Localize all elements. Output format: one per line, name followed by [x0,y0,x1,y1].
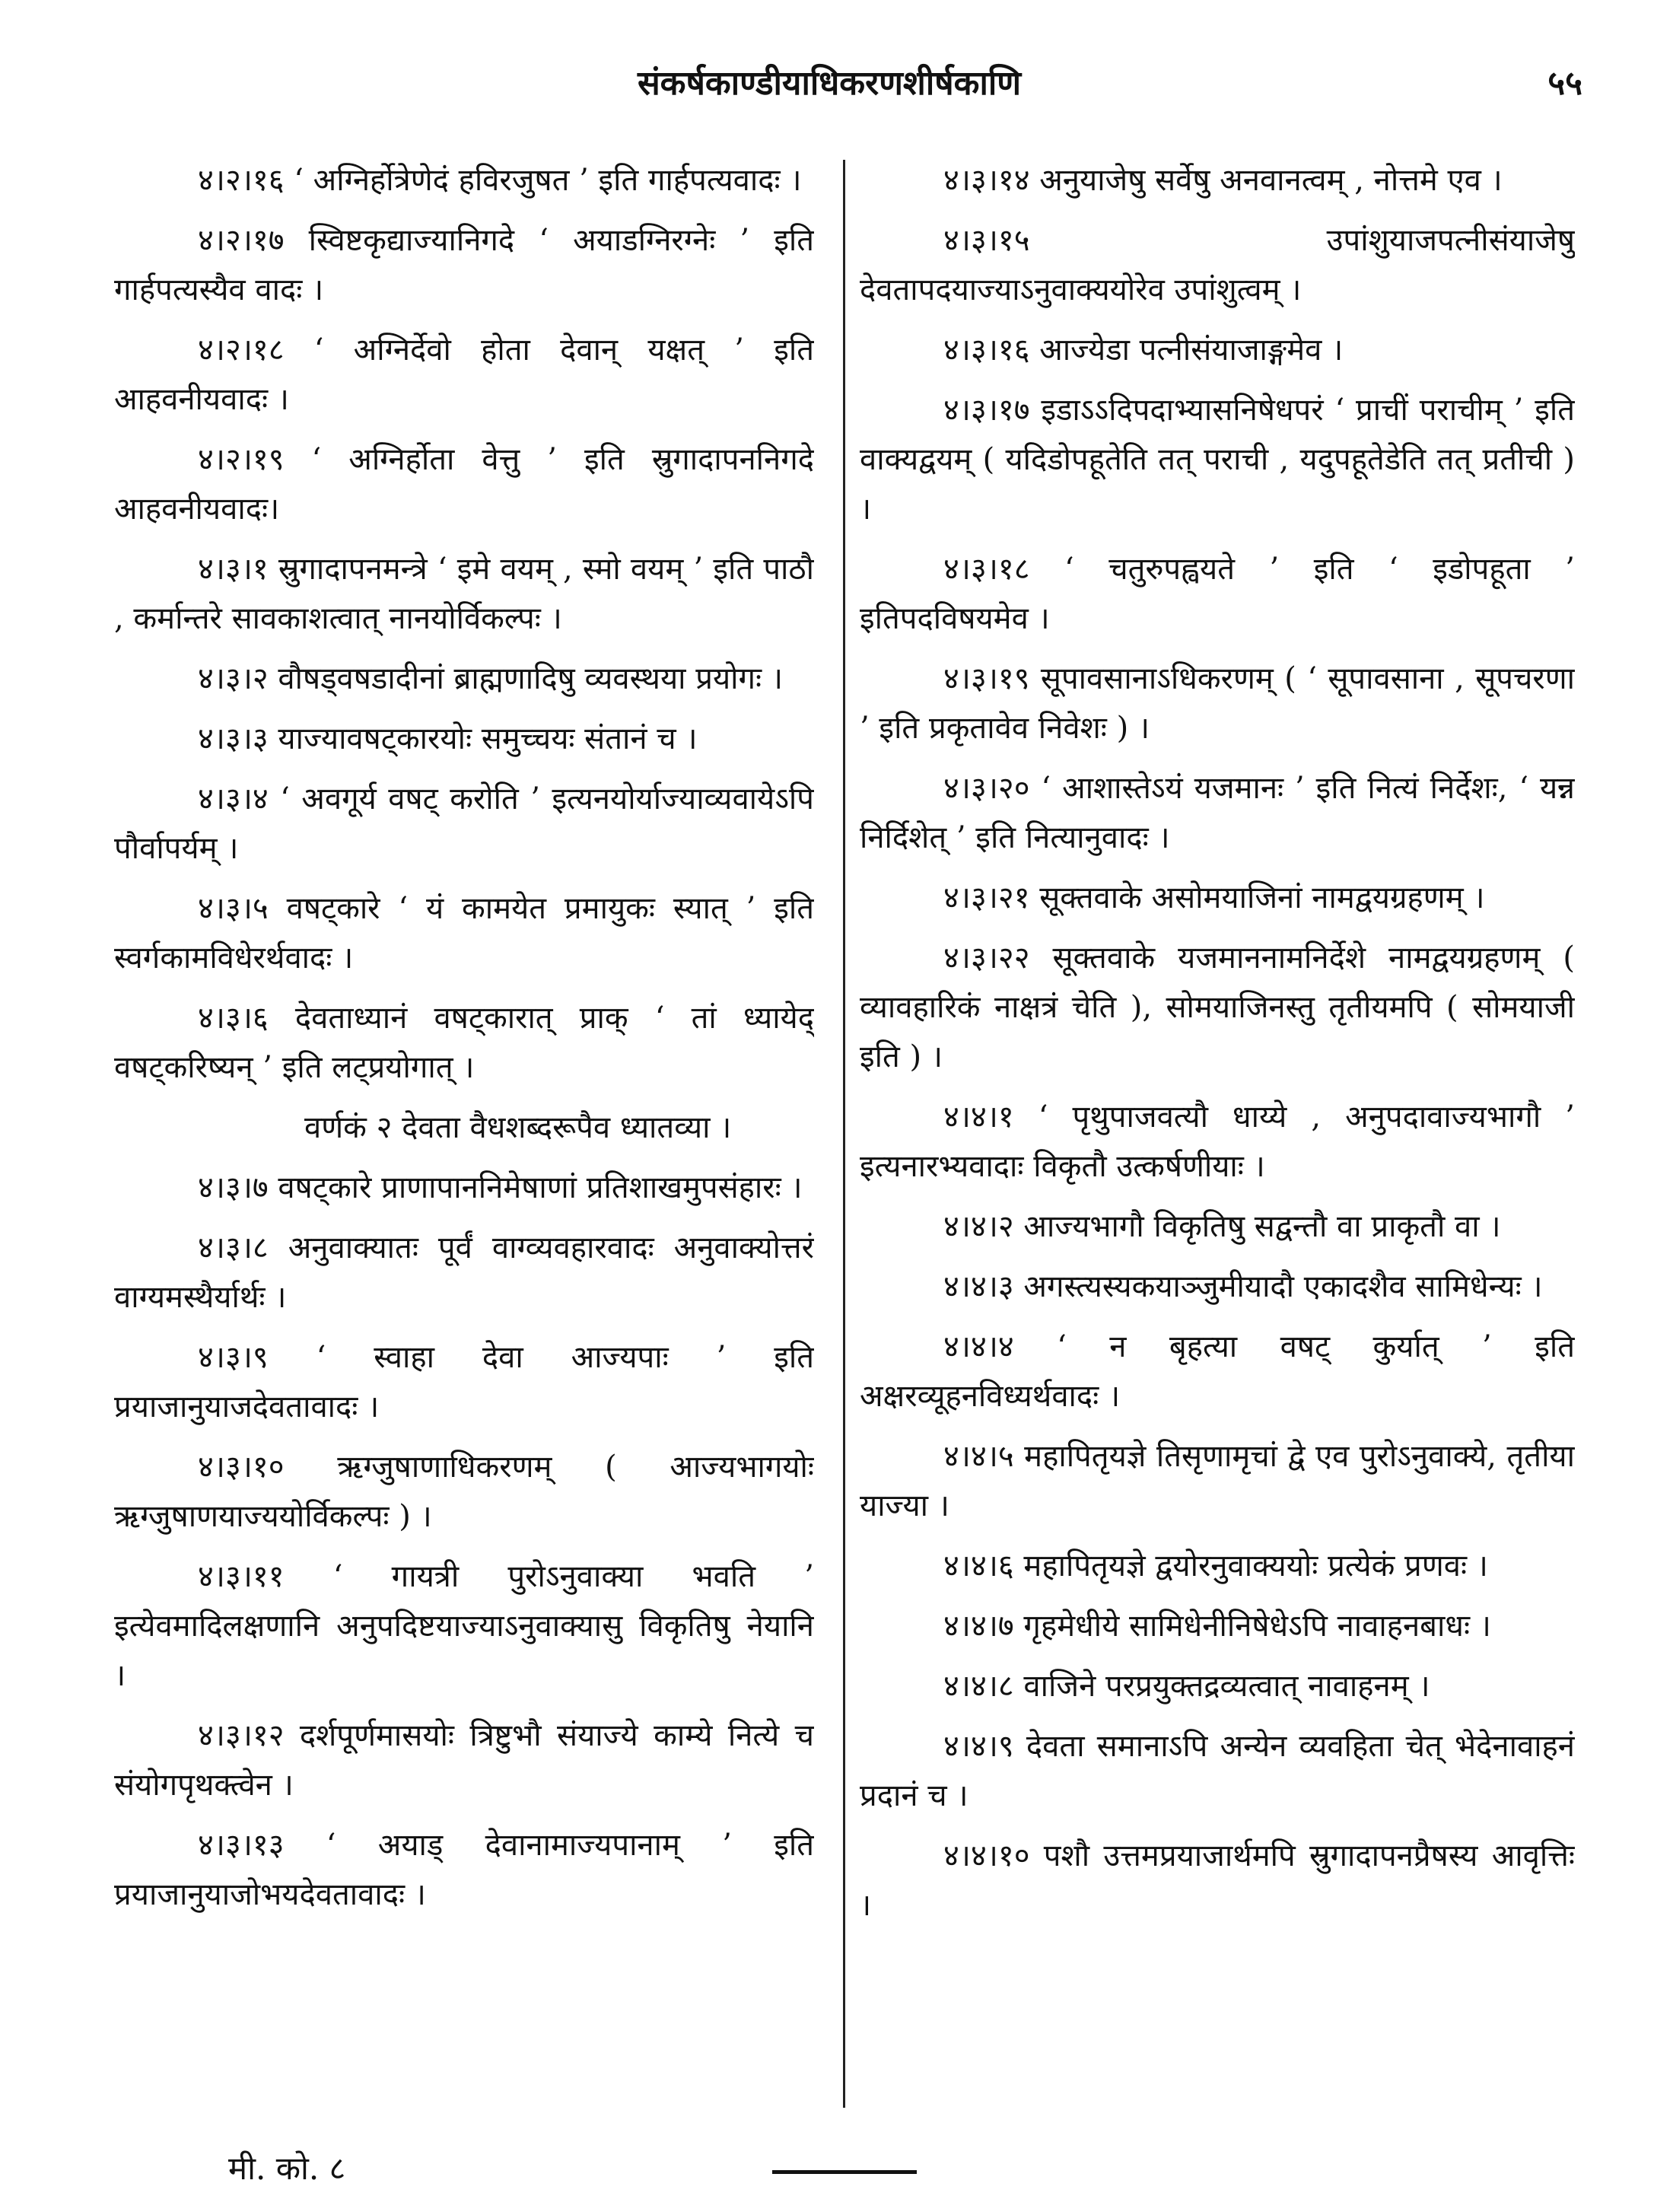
entry: ४।३।२ वौषड्वषडादीनां ब्राह्मणादिषु व्यवस्थया प्रयोगः । [198,661,784,696]
page-header [0,61,1673,122]
entry: ४।२।१९ ‘ अग्निर्होता वेत्तु ’ इति स्रुगादापननिगदे आहवनीयवादः। [114,442,814,527]
entry: ४।३।६ देवताध्यानं वषट्कारात् प्राक् ‘ तां ध्यायेद् वषट्करिष्यन् ’ इति लट्प्रयोगात् । [114,1001,814,1085]
entry: ४।४।६ महापितृयज्ञे द्वयोरनुवाक्ययोः प्रत्येकं प्रणवः । [943,1548,1488,1583]
entry: ४।३।५ वषट्कारे ‘ यं कामयेत प्रमायुकः स्यात् ’ इति स्वर्गकामविधेरर्थवादः । [114,891,814,976]
entry: ४।४।२ आज्यभागौ विकृतिषु सद्वन्तौ वा प्राकृतौ वा । [943,1209,1501,1244]
entry: ४।४।९ देवता समानाऽपि अन्येन व्यवहिता चेत् भेदेनावाहनं प्रदानं च । [860,1729,1575,1813]
entry: ४।३।११ ‘ गायत्री पुरोऽनुवाक्या भवति ’ इत्येवमादिलक्षणानि अनुपदिष्टयाज्याऽनुवाक्यासु विकृतिषु नेयानि । [114,1559,814,1693]
footer-signature: मी. को. ८ [228,2150,346,2187]
entry: ४।३।१० ऋग्जुषाणाधिकरणम् ( आज्यभागयोः ऋग्जुषाणयाज्ययोर्विकल्पः ) । [114,1450,814,1534]
entry: ४।३।२१ सूक्तवाके असोमयाजिनां नामद्वयग्रहणम् । [943,880,1485,915]
running-title: संकर्षकाण्डीयाधिकरणशीर्षकाणि [637,64,1022,103]
entry: ४।३।१६ आज्येडा पत्नीसंयाजाङ्गमेव । [943,333,1344,368]
entry: ४।३।१३ ‘ अयाड् देवानामाज्यपानाम् ’ इति प्रयाजानुयाजोभयदेवतावादः । [114,1828,814,1912]
entry: ४।३।१२ दर्शपूर्णमासयोः त्रिष्टुभौ संयाज्ये काम्ये नित्ये च संयोगपृथक्त्वेन । [114,1718,814,1803]
entry: ४।३।१९ सूपावसानाऽधिकरणम् ( ‘ सूपावसाना , सूपचरणा ’ इति प्रकृतावेव निवेशः ) । [860,661,1575,746]
page-number: ५५ [1547,64,1582,103]
entry: ४।४।३ अगस्त्यस्यकयाञ्जुमीयादौ एकादशैव सामिधेन्यः । [943,1269,1543,1304]
entry: ४।४।८ वाजिने परप्रयुक्तद्रव्यत्वात् नावाहनम् । [943,1669,1430,1704]
entry: ४।२।१८ ‘ अग्निर्देवो होता देवान् यक्षत् ’ इति आहवनीयवादः । [114,333,814,417]
entry: ४।३।२० ‘ आशास्तेऽयं यजमानः ’ इति नित्यं निर्देशः, ‘ यन्न निर्दिशेत् ’ इति नित्यानुवादः । [860,771,1575,855]
left-column [114,156,814,2104]
entry: ४।४।७ गृहमेधीये सामिधेनीनिषेधेऽपि नावाहनबाधः । [943,1609,1491,1644]
entry: ४।३।३ याज्यावषट्कारयोः समुच्चयः संतानं च । [198,721,698,756]
footer-rule [772,2170,917,2174]
entry: ४।२।१६ ‘ अग्निर्होत्रेणेदं हविरजुषत ’ इति गार्हपत्यवादः । [198,163,802,198]
entry: ४।४।१ ‘ पृथुपाजवत्यौ धाय्ये , अनुपदावाज्यभागौ ’ इत्यनारभ्यवादाः विकृतौ उत्कर्षणीयाः । [860,1100,1575,1184]
entry: ४।३।१ स्रुगादापनमन्त्रे ‘ इमे वयम् , स्मो वयम् ’ इति पाठौ , कर्मान्तरे सावकाशत्वात् नानयोर्विकल्पः । [114,552,814,636]
column-divider [843,160,845,2108]
entry: ४।४।१० पशौ उत्तमप्रयाजार्थमपि स्रुगादापनप्रैषस्य आवृत्तिः । [860,1838,1575,1923]
entry: ४।३।१४ अनुयाजेषु सर्वेषु अनवानत्वम् , नोत्तमे एव । [943,163,1503,198]
right-column [860,156,1575,2104]
entry: ४।३।८ अनुवाक्यातः पूर्वं वाग्व्यवहारवादः अनुवाक्योत्तरं वाग्यमस्थैर्यार्थः । [114,1230,814,1315]
entry: ४।३।१७ इडाऽऽदिपदाभ्यासनिषेधपरं ‘ प्राचीं पराचीम् ’ इति वाक्यद्वयम् ( यदिडोपहूतेति तत् पराची , यदुपहूतेडेति तत् प्रतीची ) । [860,393,1575,527]
entry: ४।३।२२ सूक्तवाके यजमाननामनिर्देशे नामद्वयग्रहणम् ( व्यावहारिकं नाक्षत्रं चेति ), सोमयाजिनस्तु तृतीयमपि ( सोमयाजी इति ) । [860,940,1575,1074]
entry: ४।३।७ वषट्कारे प्राणापाननिमेषाणां प्रतिशाखमुपसंहारः । [198,1170,803,1205]
entry: ४।३।१८ ‘ चतुरुपह्वयते ’ इति ‘ इडोपहूता ’ इतिपदविषयमेव । [860,552,1575,636]
entry: ४।३।९ ‘ स्वाहा देवा आज्यपाः ’ इति प्रयाजानुयाजदेवतावादः । [114,1340,814,1424]
entry: ४।२।१७ स्विष्टकृद्याज्यानिगदे ‘ अयाडग्निरग्नेः ’ इति गार्हपत्यस्यैव वादः । [114,223,814,307]
entry-note: वर्णकं २ देवता वैधशब्दरूपैव ध्यातव्या । [304,1110,732,1145]
entry: ४।३।४ ‘ अवगूर्य वषट् करोति ’ इत्यनयोर्याज्याव्यवायेऽपि पौर्वापर्यम् । [114,781,814,866]
entry: ४।३।१५ उपांशुयाजपत्नीसंयाजेषु देवतापदयाज्याऽनुवाक्ययोरेव उपांशुत्वम् । [860,223,1575,307]
entry: ४।४।५ महापितृयज्ञे तिसृणामृचां द्वे एव पुरोऽनुवाक्ये, तृतीया याज्या । [860,1439,1575,1523]
entry: ४।४।४ ‘ न बृहत्या वषट् कुर्यात् ’ इति अक्षरव्यूहनविध्यर्थवादः । [860,1329,1575,1414]
